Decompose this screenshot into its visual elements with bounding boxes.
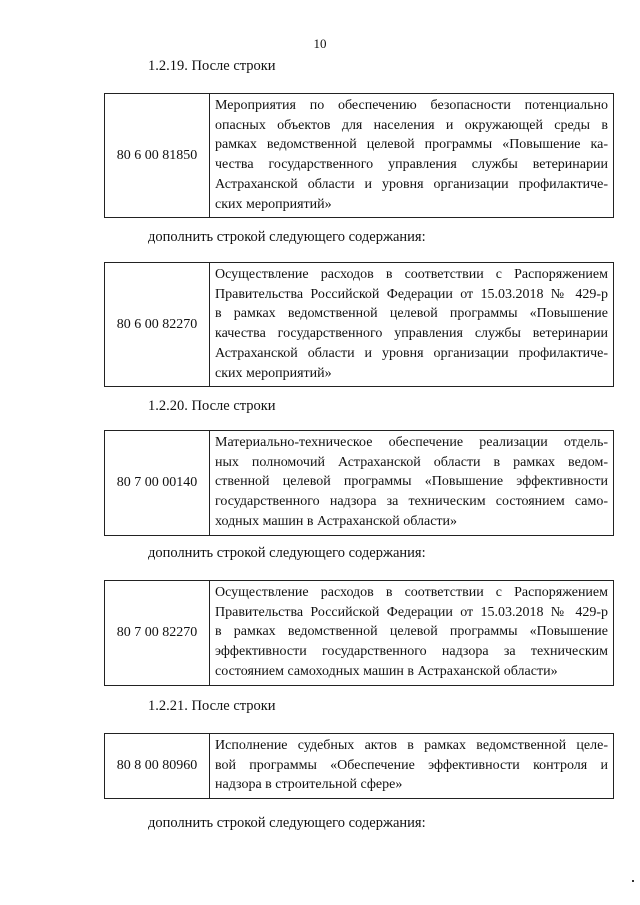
description-line: ских мероприятий» [215,196,332,212]
description-line: Осуществление расходов в соответствии с Распоряжением [215,267,608,282]
add-row-instruction: дополнить строкой следующего содержания: [148,545,426,561]
description-line: Правительства Российской Федерации от 15.03.2018 № 429-р [215,286,608,302]
description-line: Мероприятия по обеспечению безопасности потенциально [215,98,608,113]
budget-row-table [104,262,614,387]
budget-row-table [104,93,614,218]
description-line: государственного надзора за техническим состоянием само- [215,494,608,510]
budget-description [210,431,613,535]
budget-code: 80 7 00 82270 [105,581,210,685]
budget-code: 80 6 00 82270 [105,263,210,386]
budget-row-table [104,580,614,686]
budget-code: 80 6 00 81850 [105,94,210,217]
budget-description [210,94,613,217]
description-line: ственной целевой программы «Повышение эффективности [215,474,608,490]
description-line: чества государственного управления службы ветеринарии [215,157,608,173]
description-line: Астраханской области и уровня организации профилактиче- [215,345,608,361]
description-line: ных полномочий Астраханской области в рамках ведом- [215,454,608,470]
budget-code: 80 7 00 00140 [105,431,210,535]
description-line: рамках ведомственной целевой программы «Повышение ка- [215,137,608,153]
description-line: Исполнение судебных актов в рамках ведомственной целе- [215,738,608,753]
description-line: вой программы «Обеспечение эффективности контроля и [215,757,608,773]
budget-code: 80 8 00 80960 [105,734,210,798]
description-line: эффективности государственного надзора за техническим [215,644,608,660]
budget-description [210,734,613,798]
description-line: опасных объектов для населения и окружающей среды в [215,117,608,133]
description-line: качества государственного управления службы ветеринарии [215,326,608,342]
description-line: Материально-техническое обеспечение реализации отдель- [215,435,608,450]
section-heading: 1.2.19. После строки [148,58,276,74]
description-line: Правительства Российской Федерации от 15.03.2018 № 429-р [215,604,608,620]
add-row-instruction: дополнить строкой следующего содержания: [148,229,426,245]
description-line: Астраханской области и уровня организации профилактиче- [215,176,608,192]
add-row-instruction: дополнить строкой следующего содержания: [148,815,426,831]
section-heading: 1.2.20. После строки [148,398,276,414]
scan-speck [632,880,634,882]
budget-description [210,581,613,685]
budget-row-table [104,733,614,799]
page-number: 10 [313,36,327,51]
description-line: надзора в строительной сфере» [215,777,403,793]
description-line: в рамках ведомственной целевой программы «Повышение [215,624,608,640]
budget-description [210,263,613,386]
budget-row-table [104,430,614,536]
description-line: в рамках ведомственной целевой программы «Повышение [215,306,608,322]
section-heading: 1.2.21. После строки [148,698,276,714]
description-line: состоянием самоходных машин в Астраханской области» [215,663,558,679]
description-line: Осуществление расходов в соответствии с Распоряжением [215,585,608,600]
description-line: ходных машин в Астраханской области» [215,513,458,529]
description-line: ских мероприятий» [215,365,332,381]
